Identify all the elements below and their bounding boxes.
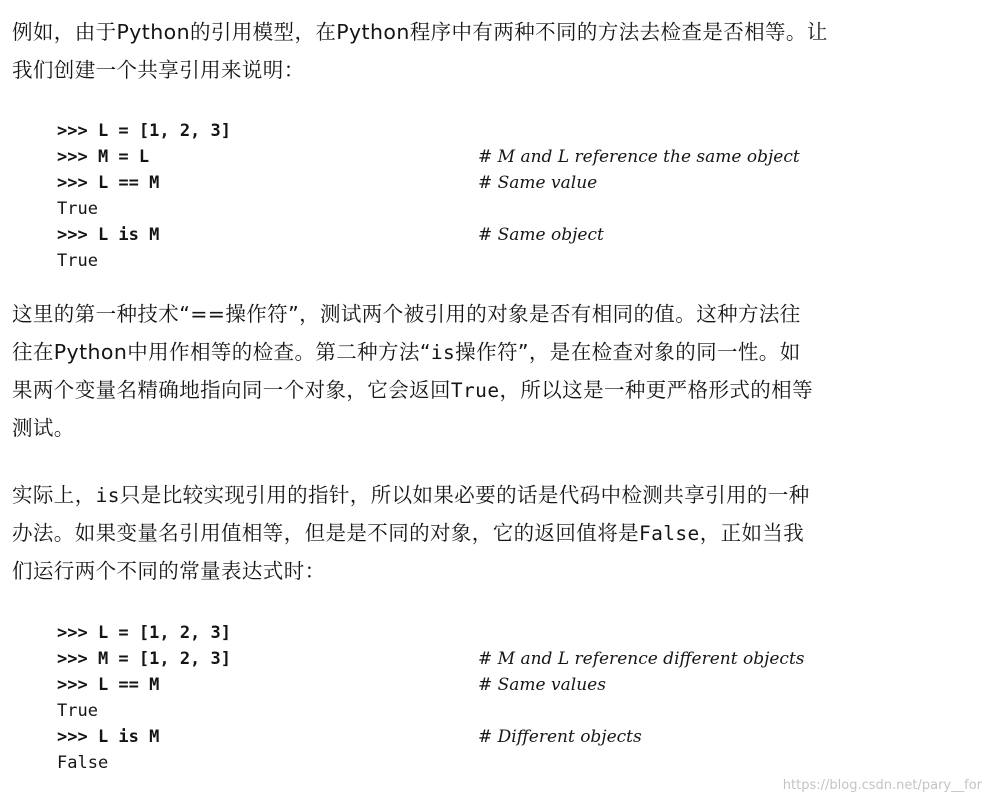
text-line: 们运行两个不同的常量表达式时： [12,559,326,583]
text-line [12,333,980,371]
code-output: True [57,701,98,721]
code-comment: # Same object [478,225,604,245]
code-line: >>> L is M [57,225,160,245]
paragraph-equality-operators [12,295,980,447]
code-output: True [57,199,98,219]
inline-code: True [450,379,500,402]
text-segment: 果两个变量名精确地指向同一个对象，它会返回 [12,378,451,402]
text-segment: 往在Python中用作相等的检查。第二种方法“ [12,340,431,364]
text-line: 测试。 [12,416,75,440]
text-line [12,476,980,514]
code-line: >>> L == M [57,675,160,695]
paragraph-is-pointers [12,476,980,590]
inline-code: False [639,522,700,545]
watermark: https://blog.csdn.net/pary__for [782,778,982,793]
text-line: 我们创建一个共享引用来说明： [12,58,305,82]
text-segment: 只是比较实现引用的指针，所以如果必要的话是代码中检测共享引用的一种 [119,483,810,507]
text-segment: 实际上， [12,483,96,507]
text-segment: 办法。如果变量名引用值相等，但是是不同的对象，它的返回值将是 [12,521,639,545]
text-segment: ，所以这是一种更严格形式的相等 [499,378,813,402]
code-comment: # Different objects [478,727,642,747]
paragraph-intro [12,13,980,89]
text-line: 这里的第一种技术“==操作符”，测试两个被引用的对象是否有相同的值。这种方法往 [12,302,801,326]
code-comment: # Same values [478,675,606,695]
code-comment: # Same value [478,173,598,193]
code-comment: # M and L reference different objects [478,649,805,669]
text-line: 例如，由于Python的引用模型，在Python程序中有两种不同的方法去检查是否相等。让 [12,20,828,44]
code-line: >>> L = [1, 2, 3] [57,121,231,141]
code-line: >>> L == M [57,173,160,193]
code-line: >>> M = L [57,147,150,167]
text-segment: ，正如当我 [699,521,805,545]
text-line [12,371,980,409]
text-segment: 操作符”，是在检查对象的同一性。如 [455,340,801,364]
inline-code: is [430,341,456,364]
code-line: >>> L = [1, 2, 3] [57,623,231,643]
code-comment: # M and L reference the same object [478,147,800,167]
code-line: >>> M = [1, 2, 3] [57,649,231,669]
text-line [12,514,980,552]
code-output: False [57,753,109,773]
inline-code: is [95,484,120,507]
code-line: >>> L is M [57,727,160,747]
code-output: True [57,251,98,271]
